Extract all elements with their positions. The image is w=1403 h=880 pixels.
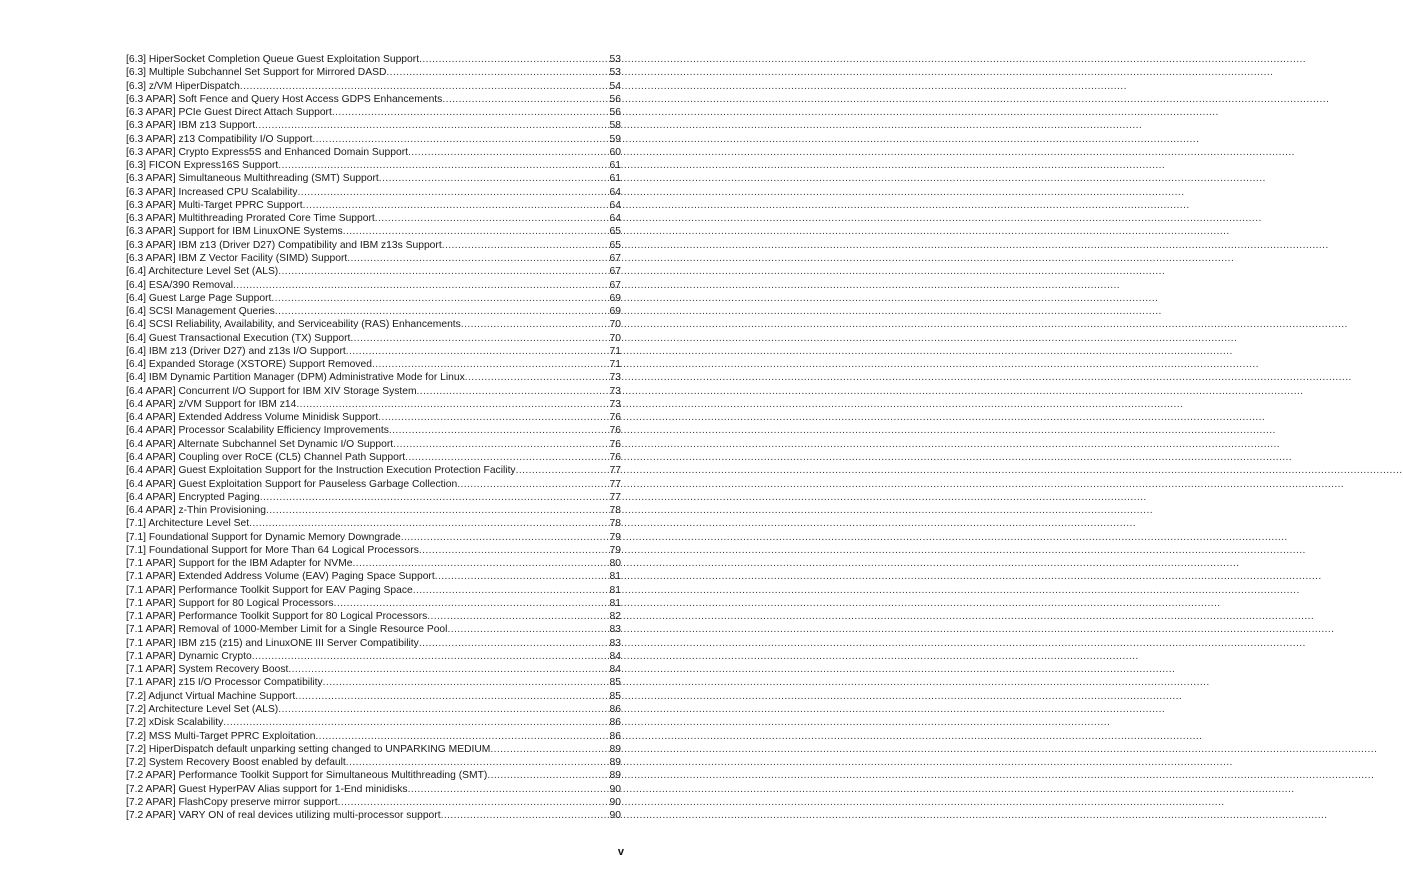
- dot-leader: [295, 690, 608, 703]
- toc-entry-title: [7.1 APAR] z15 I/O Processor Compatibility: [126, 677, 323, 689]
- dot-leader: [435, 570, 609, 583]
- dot-leader: [278, 703, 608, 716]
- toc-entry-title: [6.3 APAR] Multi-Target PPRC Support: [126, 199, 303, 211]
- toc-entry-page-number: 70: [609, 332, 621, 344]
- toc-entry[interactable]: [126, 796, 621, 809]
- toc-entry[interactable]: [126, 703, 621, 716]
- dot-leader: [375, 212, 609, 225]
- toc-entry-page-number: 73: [609, 385, 621, 397]
- toc-entry[interactable]: [126, 491, 621, 504]
- dot-leader: [271, 292, 608, 305]
- toc-entry-title: [7.2 APAR] Performance Toolkit Support for Simultaneous Multithreading (SMT): [126, 770, 488, 782]
- dot-leader: [413, 584, 609, 597]
- dot-leader: [278, 159, 608, 172]
- dot-leader: [447, 623, 608, 636]
- toc-entry-title: [7.1 APAR] Support for 80 Logical Processors: [126, 597, 334, 609]
- toc-entry[interactable]: [126, 358, 621, 371]
- toc-entry[interactable]: [126, 783, 621, 796]
- toc-entry-page-number: 56: [609, 107, 621, 119]
- toc-entry-title: [6.3 APAR] PCIe Guest Direct Attach Support: [126, 107, 332, 119]
- toc-entry-title: [6.4 APAR] Alternate Subchannel Set Dynamic I/O Support: [126, 438, 394, 450]
- toc-entry-title: [7.2] System Recovery Boost enabled by default: [126, 757, 346, 769]
- toc-entry-title: [7.2] Adjunct Virtual Machine Support: [126, 690, 296, 702]
- toc-entry-page-number: 84: [609, 650, 621, 662]
- dot-leader: [389, 424, 609, 437]
- toc-entry[interactable]: [126, 597, 621, 610]
- toc-entry-page-number: 76: [609, 451, 621, 463]
- toc-entry-title: [7.2] MSS Multi-Target PPRC Exploitation: [126, 730, 316, 742]
- toc-entry-title: [6.4 APAR] z/VM Support for IBM z14: [126, 398, 297, 410]
- toc-entry-title: [6.3 APAR] IBM z13 (Driver D27) Compatibility and IBM z13s Support: [126, 239, 442, 251]
- toc-entry-page-number: 85: [609, 690, 621, 702]
- toc-entry-page-number: 77: [609, 465, 621, 477]
- toc-entry-title: [6.3 APAR] Simultaneous Multithreading (SMT) Support: [126, 173, 379, 185]
- toc-entry-title: [6.3 APAR] IBM Z Vector Facility (SIMD) Support: [126, 252, 348, 264]
- toc-entry-page-number: 67: [609, 279, 621, 291]
- toc-entry-title: [7.1 APAR] Removal of 1000-Member Limit for a Single Resource Pool: [126, 624, 448, 636]
- dot-leader: [401, 531, 609, 544]
- toc-entry-title: [6.3] Multiple Subchannel Set Support for Mirrored DASD: [126, 67, 387, 79]
- toc-entry[interactable]: [126, 225, 621, 238]
- toc-entry-page-number: 86: [609, 730, 621, 742]
- toc-entry-title: [6.4] Expanded Storage (XSTORE) Support Removed: [126, 359, 372, 371]
- toc-entry[interactable]: [126, 172, 621, 185]
- toc-entry-page-number: 53: [609, 54, 621, 65]
- toc-entry[interactable]: [126, 385, 621, 398]
- toc-entry[interactable]: [126, 119, 621, 132]
- toc-entry[interactable]: [126, 769, 621, 782]
- toc-entry[interactable]: [126, 199, 621, 212]
- dot-leader: [465, 371, 609, 384]
- toc-entry-page-number: 67: [609, 252, 621, 264]
- toc-entry-title: [6.4 APAR] Guest Exploitation Support for Pauseless Garbage Collection: [126, 478, 458, 490]
- dot-leader: [405, 451, 608, 464]
- toc-entry[interactable]: [126, 146, 621, 159]
- toc-entry-page-number: 83: [609, 637, 621, 649]
- table-of-contents: [126, 53, 621, 822]
- toc-entry-page-number: 79: [609, 544, 621, 556]
- toc-entry-page-number: 54: [609, 80, 621, 92]
- toc-entry[interactable]: [126, 133, 621, 146]
- toc-entry[interactable]: [126, 676, 621, 689]
- toc-entry[interactable]: [126, 438, 621, 451]
- toc-entry-page-number: 80: [609, 558, 621, 570]
- toc-entry[interactable]: [126, 809, 621, 822]
- dot-leader: [516, 464, 609, 477]
- toc-entry-title: [7.2] Architecture Level Set (ALS): [126, 704, 279, 716]
- toc-entry[interactable]: [126, 345, 621, 358]
- dot-leader: [334, 597, 609, 610]
- toc-entry[interactable]: [126, 464, 621, 477]
- toc-entry-title: [6.4] SCSI Reliability, Availability, and Serviceability (RAS) Enhancements: [126, 319, 461, 331]
- toc-entry[interactable]: [126, 252, 621, 265]
- toc-entry-page-number: 81: [609, 597, 621, 609]
- dot-leader: [343, 225, 609, 238]
- toc-entry[interactable]: [126, 93, 621, 106]
- toc-entry-page-number: 73: [609, 372, 621, 384]
- dot-leader: [338, 796, 609, 809]
- dot-leader: [379, 172, 609, 185]
- dot-leader: [252, 650, 609, 663]
- dot-leader: [419, 544, 609, 557]
- dot-leader: [275, 305, 609, 318]
- toc-entry-page-number: 89: [609, 743, 621, 755]
- toc-entry[interactable]: [126, 730, 621, 743]
- dot-leader: [408, 146, 609, 159]
- dot-leader: [240, 80, 609, 93]
- dot-leader: [441, 809, 609, 822]
- toc-entry-page-number: 89: [609, 770, 621, 782]
- toc-entry-page-number: 81: [609, 571, 621, 583]
- toc-entry[interactable]: [126, 544, 621, 557]
- dot-leader: [312, 133, 608, 146]
- toc-entry-page-number: 86: [609, 704, 621, 716]
- toc-entry[interactable]: [126, 66, 621, 79]
- toc-entry-page-number: 67: [609, 266, 621, 278]
- toc-entry-title: [7.1] Foundational Support for Dynamic Memory Downgrade: [126, 531, 401, 543]
- toc-entry[interactable]: [126, 531, 621, 544]
- toc-entry-title: [6.4] Guest Transactional Execution (TX) Support: [126, 332, 351, 344]
- toc-entry[interactable]: [126, 716, 621, 729]
- toc-entry[interactable]: [126, 53, 621, 66]
- toc-entry-page-number: 59: [609, 133, 621, 145]
- toc-entry-page-number: 61: [609, 160, 621, 172]
- toc-entry[interactable]: [126, 623, 621, 636]
- toc-entry-title: [6.3 APAR] Crypto Express5S and Enhanced Domain Support: [126, 146, 408, 158]
- toc-entry[interactable]: [126, 756, 621, 769]
- toc-entry[interactable]: [126, 371, 621, 384]
- toc-entry[interactable]: [126, 424, 621, 437]
- toc-entry[interactable]: [126, 186, 621, 199]
- dot-leader: [417, 385, 609, 398]
- toc-entry-title: [6.4 APAR] Processor Scalability Efficiency Improvements: [126, 425, 389, 437]
- toc-entry[interactable]: [126, 570, 621, 583]
- dot-leader: [393, 438, 608, 451]
- toc-entry-title: [6.3] HiperSocket Completion Queue Guest Exploitation Support: [126, 54, 420, 65]
- toc-entry-page-number: 86: [609, 717, 621, 729]
- toc-entry-title: [7.2 APAR] Guest HyperPAV Alias support for 1-End minidisks: [126, 783, 408, 795]
- toc-entry[interactable]: [126, 265, 621, 278]
- toc-entry-page-number: 71: [609, 359, 621, 371]
- toc-entry[interactable]: [126, 478, 621, 491]
- toc-entry[interactable]: [126, 212, 621, 225]
- dot-leader: [442, 93, 608, 106]
- toc-entry-page-number: 81: [609, 584, 621, 596]
- dot-leader: [332, 106, 609, 119]
- toc-entry[interactable]: [126, 398, 621, 411]
- toc-entry[interactable]: [126, 106, 621, 119]
- toc-entry-title: [6.4] ESA/390 Removal: [126, 279, 234, 291]
- dot-leader: [323, 676, 609, 689]
- toc-entry-title: [6.3 APAR] Increased CPU Scalability: [126, 186, 298, 198]
- dot-leader: [278, 265, 608, 278]
- toc-entry-page-number: 56: [609, 93, 621, 105]
- toc-entry-page-number: 76: [609, 438, 621, 450]
- toc-entry-page-number: 77: [609, 491, 621, 503]
- toc-entry[interactable]: [126, 451, 621, 464]
- dot-leader: [298, 186, 609, 199]
- toc-entry[interactable]: [126, 517, 621, 530]
- toc-entry[interactable]: [126, 743, 621, 756]
- dot-leader: [490, 743, 608, 756]
- toc-entry-page-number: 89: [609, 757, 621, 769]
- toc-entry-title: [7.1] Architecture Level Set: [126, 518, 250, 530]
- toc-entry-title: [7.1 APAR] IBM z15 (z15) and LinuxONE III Server Compatibility: [126, 637, 419, 649]
- dot-leader: [442, 239, 609, 252]
- toc-entry-title: [7.1 APAR] Performance Toolkit Support for 80 Logical Processors: [126, 611, 428, 623]
- toc-entry-page-number: 78: [609, 518, 621, 530]
- toc-entry[interactable]: [126, 610, 621, 623]
- toc-entry-page-number: 79: [609, 531, 621, 543]
- toc-entry-page-number: 60: [609, 146, 621, 158]
- toc-entry-title: [6.4 APAR] Extended Address Volume Minidisk Support: [126, 412, 379, 424]
- toc-entry[interactable]: [126, 239, 621, 252]
- toc-entry[interactable]: [126, 159, 621, 172]
- dot-leader: [461, 318, 609, 331]
- toc-entry[interactable]: [126, 504, 621, 517]
- toc-entry-title: [7.1 APAR] Extended Address Volume (EAV) Paging Space Support: [126, 571, 435, 583]
- toc-entry-title: [7.2 APAR] VARY ON of real devices utilizing multi-processor support: [126, 810, 441, 822]
- dot-leader: [266, 504, 609, 517]
- toc-entry-title: [6.3 APAR] z13 Compatibility I/O Support: [126, 133, 313, 145]
- toc-entry-title: [6.4 APAR] Coupling over RoCE (CL5) Channel Path Support: [126, 451, 406, 463]
- dot-leader: [303, 199, 609, 212]
- toc-entry[interactable]: [126, 637, 621, 650]
- toc-entry[interactable]: [126, 584, 621, 597]
- dot-leader: [386, 66, 608, 79]
- toc-entry-title: [6.4 APAR] Concurrent I/O Support for IBM XIV Storage System: [126, 385, 417, 397]
- toc-entry-page-number: 64: [609, 199, 621, 211]
- toc-entry-page-number: 53: [609, 67, 621, 79]
- toc-entry-title: [6.4] IBM z13 (Driver D27) and z13s I/O Support: [126, 345, 346, 357]
- toc-entry-title: [6.4 APAR] Guest Exploitation Support for the Instruction Execution Protection Facility: [126, 465, 516, 477]
- dot-leader: [288, 663, 608, 676]
- toc-entry-title: [6.3] FICON Express16S Support: [126, 160, 279, 172]
- toc-entry-title: [6.3 APAR] IBM z13 Support: [126, 120, 256, 132]
- toc-entry-title: [6.4] SCSI Management Queries: [126, 306, 275, 318]
- toc-entry-page-number: 73: [609, 398, 621, 410]
- toc-entry[interactable]: [126, 690, 621, 703]
- toc-entry[interactable]: [126, 279, 621, 292]
- dot-leader: [346, 345, 609, 358]
- toc-entry[interactable]: [126, 80, 621, 93]
- toc-entry-page-number: 90: [609, 783, 621, 795]
- dot-leader: [255, 119, 608, 132]
- toc-entry-title: [6.4 APAR] Encrypted Paging: [126, 491, 260, 503]
- dot-leader: [487, 769, 608, 782]
- toc-entry-page-number: 90: [609, 810, 621, 822]
- toc-entry[interactable]: [126, 318, 621, 331]
- toc-entry-page-number: 69: [609, 306, 621, 318]
- dot-leader: [457, 478, 608, 491]
- toc-entry-title: [7.1 APAR] Performance Toolkit Support for EAV Paging Space: [126, 584, 413, 596]
- toc-entry-page-number: 76: [609, 412, 621, 424]
- dot-leader: [296, 398, 608, 411]
- toc-entry[interactable]: [126, 292, 621, 305]
- dot-leader: [233, 279, 608, 292]
- toc-entry-title: [7.2] xDisk Scalability: [126, 717, 224, 729]
- toc-entry[interactable]: [126, 557, 621, 570]
- dot-leader: [408, 783, 609, 796]
- toc-entry-page-number: 70: [609, 319, 621, 331]
- dot-leader: [260, 491, 609, 504]
- toc-entry-page-number: 90: [609, 796, 621, 808]
- toc-entry-page-number: 64: [609, 213, 621, 225]
- dot-leader: [352, 557, 608, 570]
- toc-entry[interactable]: [126, 650, 621, 663]
- toc-entry-page-number: 58: [609, 120, 621, 132]
- toc-entry-title: [6.4] Architecture Level Set (ALS): [126, 266, 279, 278]
- toc-entry-page-number: 84: [609, 664, 621, 676]
- toc-entry-title: [7.2 APAR] FlashCopy preserve mirror support: [126, 796, 338, 808]
- dot-leader: [249, 517, 608, 530]
- toc-entry-title: [6.3 APAR] Support for IBM LinuxONE Systems: [126, 226, 343, 238]
- toc-entry-page-number: 69: [609, 292, 621, 304]
- toc-entry-page-number: 82: [609, 611, 621, 623]
- dot-leader: [427, 610, 608, 623]
- toc-entry-page-number: 61: [609, 173, 621, 185]
- dot-leader: [419, 53, 608, 66]
- dot-leader: [347, 252, 608, 265]
- toc-entry-title: [6.3 APAR] Soft Fence and Query Host Access GDPS Enhancements: [126, 93, 443, 105]
- toc-entry-page-number: 64: [609, 186, 621, 198]
- toc-entry[interactable]: [126, 411, 621, 424]
- toc-entry-page-number: 76: [609, 425, 621, 437]
- toc-entry-page-number: 65: [609, 239, 621, 251]
- toc-entry-page-number: 71: [609, 345, 621, 357]
- toc-entry-page-number: 83: [609, 624, 621, 636]
- toc-entry-title: [7.1 APAR] Dynamic Crypto: [126, 650, 252, 662]
- toc-entry-page-number: 77: [609, 478, 621, 490]
- toc-entry-title: [7.1 APAR] System Recovery Boost: [126, 664, 289, 676]
- toc-entry-page-number: 85: [609, 677, 621, 689]
- dot-leader: [350, 332, 608, 345]
- toc-entry-page-number: 78: [609, 505, 621, 517]
- page-number: v: [617, 846, 624, 858]
- dot-leader: [419, 637, 609, 650]
- toc-entry-title: [7.2] HiperDispatch default unparking setting changed to UNPARKING MEDIUM: [126, 743, 491, 755]
- toc-entry[interactable]: [126, 663, 621, 676]
- toc-entry[interactable]: [126, 332, 621, 345]
- dot-leader: [346, 756, 609, 769]
- toc-entry-title: [6.4] Guest Large Page Support: [126, 292, 272, 304]
- dot-leader: [372, 358, 609, 371]
- toc-entry-page-number: 65: [609, 226, 621, 238]
- dot-leader: [315, 730, 608, 743]
- toc-entry[interactable]: [126, 305, 621, 318]
- toc-entry-title: [6.4 APAR] z-Thin Provisioning: [126, 505, 267, 517]
- dot-leader: [223, 716, 608, 729]
- toc-entry-title: [7.1] Foundational Support for More Than 64 Logical Processors: [126, 544, 419, 556]
- toc-entry-title: [7.1 APAR] Support for the IBM Adapter for NVMe: [126, 558, 353, 570]
- toc-entry-title: [6.3] z/VM HiperDispatch: [126, 80, 240, 92]
- toc-entry-title: [6.4] IBM Dynamic Partition Manager (DPM) Administrative Mode for Linux: [126, 372, 465, 384]
- toc-entry-title: [6.3 APAR] Multithreading Prorated Core Time Support: [126, 213, 375, 225]
- dot-leader: [378, 411, 608, 424]
